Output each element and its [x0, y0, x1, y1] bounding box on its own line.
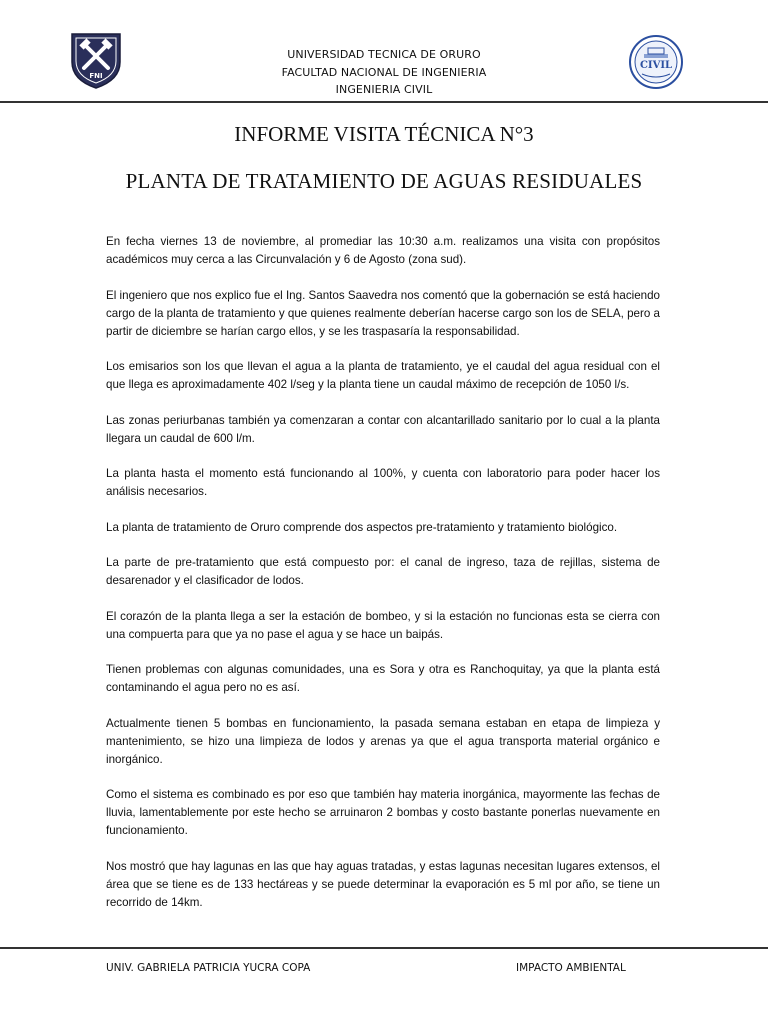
paragraph: Las zonas periurbanas también ya comenzaran a contar con alcantarillado sanitario por lo cual a la planta llegara un caudal de 600 l/m.	[106, 413, 660, 445]
paragraph: La planta hasta el momento está funcionando al 100%, y cuenta con laboratorio para poder hacer los análisis necesarios.	[106, 467, 660, 498]
page-header	[0, 0, 768, 104]
author-name: UNIV. GABRIELA PATRICIA YUCRA COPA	[106, 962, 311, 974]
paragraph: Nos mostró que hay lagunas en las que hay aguas tratadas, y estas lagunas necesitan lugares extensos, el área que se tiene es de 133 hectáreas y se puede determinar la evaporación es 5 ml por año, se tiene un recorrido de 14km.	[106, 859, 660, 909]
paragraph: En fecha viernes 13 de noviembre, al promediar las 10:30 a.m. realizamos una visita con propósitos académicos muy cerca a las Circunvalación y 6 de Agosto (zona sud).	[106, 235, 660, 266]
university-name: UNIVERSIDAD TECNICA DE ORURO	[287, 48, 481, 61]
course-name: IMPACTO AMBIENTAL	[516, 962, 626, 974]
civil-logo-text: CIVIL	[639, 60, 673, 71]
paragraph: Tienen problemas con algunas comunidades, una es Sora y otra es Ranchoquitay, ya que la planta está contaminando el agua pero no es así.	[106, 663, 660, 694]
faculty-name: FACULTAD NACIONAL DE INGENIERIA	[281, 65, 487, 79]
paragraph: La parte de pre-tratamiento que está compuesto por: el canal de ingreso, taza de rejillas, sistema de desarenador y el clasificador de lodos.	[106, 556, 660, 587]
paragraph: Actualmente tienen 5 bombas en funcionamiento, la pasada semana estaban en etapa de limpieza y mantenimiento, se hizo una limpieza de lodos y arenas ya que el agua transporta material orgánico e inorgánico.	[106, 716, 660, 766]
paragraph: El corazón de la planta llega a ser la estación de bombeo, y si la estación no funcionas esta se cierra con una compuerta para que ya no pase el agua y se hace un baipás.	[106, 609, 660, 641]
civil-seal-logo-icon	[628, 34, 684, 90]
fni-shield-logo-icon	[70, 30, 122, 90]
fni-logo-text: FNI	[89, 72, 103, 80]
institution-header	[184, 46, 584, 99]
header-divider	[0, 101, 768, 103]
paragraph: El ingeniero que nos explico fue el Ing. Santos Saavedra nos comentó que la gobernación se está haciendo cargo de la planta de tratamiento y que quienes realmente deberían hacerse cargo son los de SELA, pero a partir de diciembre se harían cargo ellos, y se les traspasaría la responsabilidad.	[106, 288, 660, 338]
report-body	[106, 233, 660, 929]
paragraph: La planta de tratamiento de Oruro comprende dos aspectos pre-tratamiento y tratamiento biológico.	[106, 520, 618, 534]
paragraph: Como el sistema es combinado es por eso que también hay materia inorgánica, mayormente las fechas de lluvia, lamentablemente por este hecho se arruinaron 2 bombas y costo bastante ponerlas nuevamente en funcionamiento.	[106, 788, 660, 837]
document-title: INFORME VISITA TÉCNICA N°3	[234, 122, 534, 146]
document-subtitle: PLANTA DE TRATAMIENTO DE AGUAS RESIDUALES	[125, 169, 643, 193]
department-name: INGENIERIA CIVIL	[335, 83, 433, 96]
paragraph: Los emisarios son los que llevan el agua a la planta de tratamiento, ye el caudal del agua residual con el que llega es aproximadamente 402 l/seg y la planta tiene un caudal máximo de recepción de 1050 l/s.	[106, 360, 660, 391]
footer-divider	[0, 947, 768, 949]
